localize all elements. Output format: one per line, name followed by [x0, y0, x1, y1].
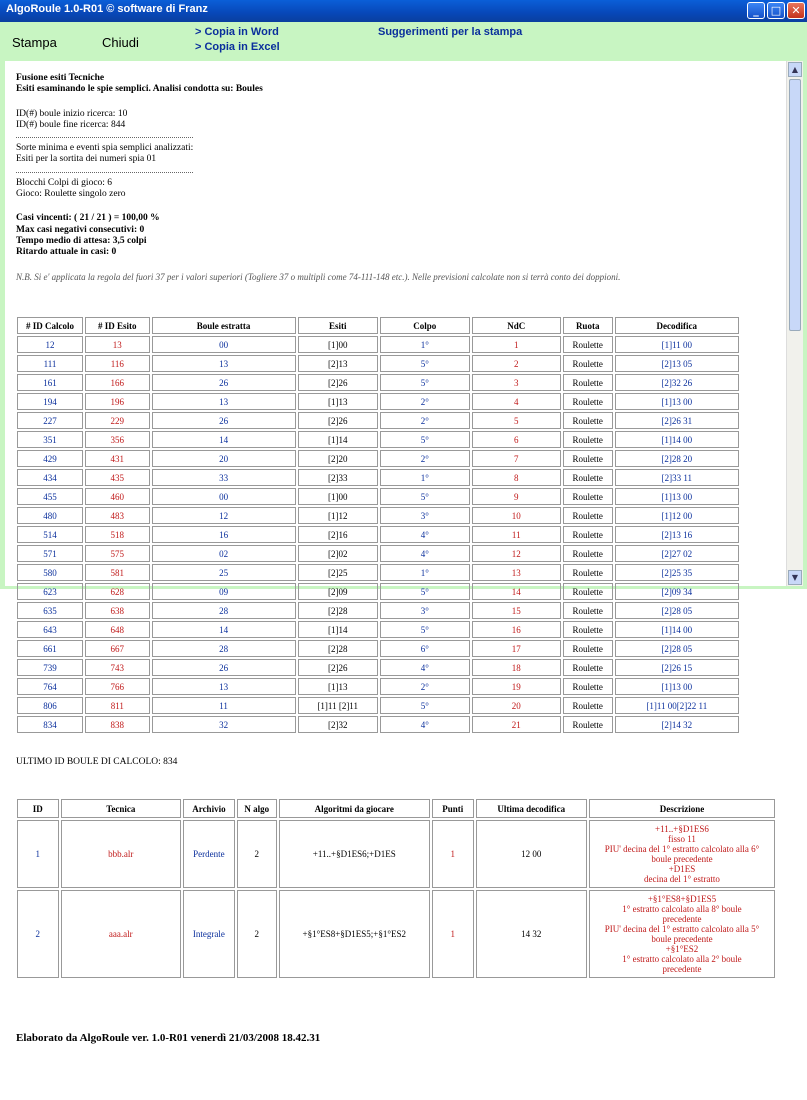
descrizione-line: boule precedente: [651, 854, 713, 864]
vertical-scrollbar[interactable]: [786, 61, 803, 586]
maximize-button[interactable]: □: [767, 2, 785, 19]
cell-ruota: Roulette: [563, 659, 613, 676]
cell-colpo: 3°: [380, 507, 470, 524]
cell-id-esito: 483: [85, 507, 150, 524]
cell-colpo: 1°: [380, 564, 470, 581]
cell-id-calcolo: 194: [17, 393, 83, 410]
cell-decodifica: [1]14 00: [615, 621, 739, 638]
header-esiti: Esiti: [298, 317, 378, 334]
header-archivio: Archivio: [183, 799, 235, 818]
table-row: [17, 716, 739, 733]
cell-ruota: Roulette: [563, 583, 613, 600]
cell-decodifica: [2]33 11: [615, 469, 739, 486]
cell-esiti: [1]00: [298, 488, 378, 505]
gioco-text: Gioco: Roulette singolo zero: [16, 189, 126, 199]
cell-boule-estratta: 26: [152, 412, 296, 429]
cell-ndc: 4: [472, 393, 561, 410]
cell-colpo: 5°: [380, 621, 470, 638]
cell-ruota: Roulette: [563, 393, 613, 410]
scroll-up-icon[interactable]: ▲: [788, 62, 802, 77]
table-row: [17, 621, 739, 638]
table-row: [17, 678, 739, 695]
cell-boule-estratta: 09: [152, 583, 296, 600]
table-row: [17, 640, 739, 657]
cell-ruota: Roulette: [563, 469, 613, 486]
cell-decodifica: [1]13 00: [615, 488, 739, 505]
cell-boule-estratta: 25: [152, 564, 296, 581]
table-row: [17, 393, 739, 410]
cell-id-calcolo: 12: [17, 336, 83, 353]
esiti-sortita-text: Esiti per la sortita dei numeri spia 01: [16, 154, 157, 164]
header-descrizione: Descrizione: [589, 799, 775, 818]
cell-ruota: Roulette: [563, 526, 613, 543]
cell-boule-estratta: 33: [152, 469, 296, 486]
cell-esiti: [1]00: [298, 336, 378, 353]
cell-id-calcolo: 635: [17, 602, 83, 619]
descrizione-line: fisso 11: [668, 834, 696, 844]
cell-decodifica: [2]26 15: [615, 659, 739, 676]
cell-id: 2: [17, 890, 59, 978]
cell-decodifica: [2]25 35: [615, 564, 739, 581]
close-button[interactable]: ✕: [787, 2, 805, 19]
cell-id-calcolo: 623: [17, 583, 83, 600]
cell-esiti: [2]13: [298, 355, 378, 372]
cell-esiti: [2]02: [298, 545, 378, 562]
cell-colpo: 2°: [380, 678, 470, 695]
cell-punti: 1: [432, 890, 474, 978]
cell-colpo: 1°: [380, 336, 470, 353]
cell-boule-estratta: 13: [152, 678, 296, 695]
header-id: ID: [17, 799, 59, 818]
minimize-button[interactable]: _: [747, 2, 765, 19]
window-title: AlgoRoule 1.0-R01 © software di Franz: [6, 3, 208, 15]
footer-text: Elaborato da AlgoRoule ver. 1.0-R01 venerdì 21/03/2008 18.42.31: [16, 1032, 321, 1044]
cell-ndc: 5: [472, 412, 561, 429]
cell-boule-estratta: 13: [152, 393, 296, 410]
header-ruota: Ruota: [563, 317, 613, 334]
cell-ruota: Roulette: [563, 545, 613, 562]
table-row: [17, 545, 739, 562]
cell-ndc: 21: [472, 716, 561, 733]
tempo-medio: Tempo medio di attesa: 3,5 colpi: [16, 236, 147, 246]
copia-excel-link[interactable]: > Copia in Excel: [195, 41, 280, 53]
descrizione-line: PIU' decina del 1° estratto calcolato alla 5°: [604, 924, 760, 934]
cell-id-calcolo: 834: [17, 716, 83, 733]
cell-id-esito: 811: [85, 697, 150, 714]
cell-boule-estratta: 26: [152, 659, 296, 676]
tech-header-row: [17, 799, 775, 818]
descrizione-line: +11..+§D1ES6: [655, 824, 709, 834]
cell-decodifica: [1]11 00: [615, 336, 739, 353]
id-fine: ID(#) boule fine ricerca: 844: [16, 120, 126, 130]
cell-id-esito: 435: [85, 469, 150, 486]
cell-ndc: 10: [472, 507, 561, 524]
cell-decodifica: [2]13 16: [615, 526, 739, 543]
cell-archivio: Perdente: [183, 820, 235, 888]
cell-esiti: [2]26: [298, 374, 378, 391]
cell-id-esito: 166: [85, 374, 150, 391]
cell-boule-estratta: 26: [152, 374, 296, 391]
cell-id-calcolo: 643: [17, 621, 83, 638]
cell-ndc: 13: [472, 564, 561, 581]
cell-algoritmi: +§1°ES8+§D1ES5;+§1°ES2: [279, 890, 430, 978]
cell-decodifica: [2]28 20: [615, 450, 739, 467]
sorte-text: Sorte minima e eventi spia semplici analizzati:: [16, 143, 194, 153]
descrizione-line: decina del 1° estratto: [644, 874, 720, 884]
cell-ruota: Roulette: [563, 374, 613, 391]
cell-ndc: 9: [472, 488, 561, 505]
cell-ndc: 15: [472, 602, 561, 619]
table-row: [17, 820, 775, 888]
descrizione-line: 1° estratto calcolato alla 2° boule: [622, 954, 742, 964]
cell-colpo: 1°: [380, 469, 470, 486]
cell-ndc: 14: [472, 583, 561, 600]
separator: [16, 137, 193, 138]
table-row: [17, 659, 739, 676]
cell-decodifica: [1]14 00: [615, 431, 739, 448]
cell-ruota: Roulette: [563, 431, 613, 448]
cell-colpo: 5°: [380, 374, 470, 391]
cell-descrizione: [589, 890, 775, 978]
cell-ndc: 7: [472, 450, 561, 467]
cell-esiti: [2]28: [298, 602, 378, 619]
scroll-thumb[interactable]: [789, 79, 801, 331]
cell-colpo: 6°: [380, 640, 470, 657]
cell-id-esito: 648: [85, 621, 150, 638]
ultimo-id-text: ULTIMO ID BOULE DI CALCOLO: 834: [16, 757, 178, 767]
cell-ruota: Roulette: [563, 412, 613, 429]
blocchi-text: Blocchi Colpi di gioco: 6: [16, 178, 113, 188]
tech-table: [15, 797, 777, 980]
report-subheading: Esiti esaminando le spie semplici. Analisi condotta su: Boules: [16, 84, 263, 94]
cell-boule-estratta: 32: [152, 716, 296, 733]
report-heading: Fusione esiti Tecniche: [16, 73, 105, 83]
cell-ndc: 8: [472, 469, 561, 486]
header-n-algo: N algo: [237, 799, 277, 818]
cell-ruota: Roulette: [563, 640, 613, 657]
cell-ruota: Roulette: [563, 716, 613, 733]
descrizione-line: precedente: [662, 964, 702, 974]
cell-ruota: Roulette: [563, 697, 613, 714]
cell-id-calcolo: 661: [17, 640, 83, 657]
cell-ruota: Roulette: [563, 355, 613, 372]
cell-decodifica: [2]14 32: [615, 716, 739, 733]
cell-id-esito: 116: [85, 355, 150, 372]
table-row: [17, 890, 775, 978]
cell-id-calcolo: 434: [17, 469, 83, 486]
cell-esiti: [1]14: [298, 621, 378, 638]
cell-ndc: 2: [472, 355, 561, 372]
cell-id-esito: 667: [85, 640, 150, 657]
cell-n-algo: 2: [237, 820, 277, 888]
cell-esiti: [1]11 [2]11: [298, 697, 378, 714]
cell-esiti: [2]32: [298, 716, 378, 733]
cell-colpo: 5°: [380, 697, 470, 714]
table-row: [17, 507, 739, 524]
cell-id-esito: 575: [85, 545, 150, 562]
table-row: [17, 374, 739, 391]
cell-n-algo: 2: [237, 890, 277, 978]
cell-esiti: [1]13: [298, 678, 378, 695]
cell-ruota: Roulette: [563, 678, 613, 695]
cell-esiti: [2]20: [298, 450, 378, 467]
cell-id-calcolo: 571: [17, 545, 83, 562]
cell-colpo: 5°: [380, 355, 470, 372]
menu-bar: [0, 22, 807, 61]
cell-colpo: 2°: [380, 412, 470, 429]
cell-boule-estratta: 00: [152, 336, 296, 353]
header-punti: Punti: [432, 799, 474, 818]
cell-boule-estratta: 00: [152, 488, 296, 505]
cell-colpo: 2°: [380, 393, 470, 410]
cell-colpo: 4°: [380, 716, 470, 733]
ritardo: Ritardo attuale in casi: 0: [16, 247, 117, 257]
cell-decodifica: [1]11 00[2]22 11: [615, 697, 739, 714]
copia-word-link[interactable]: > Copia in Word: [195, 26, 279, 38]
table-row: [17, 697, 739, 714]
cell-id-calcolo: 351: [17, 431, 83, 448]
table-row: [17, 602, 739, 619]
cell-decodifica: [2]13 05: [615, 355, 739, 372]
cell-archivio: Integrale: [183, 890, 235, 978]
cell-id-calcolo: 739: [17, 659, 83, 676]
cell-colpo: 5°: [380, 488, 470, 505]
header-decodifica: Decodifica: [615, 317, 739, 334]
cell-ndc: 12: [472, 545, 561, 562]
cell-id-esito: 460: [85, 488, 150, 505]
cell-id-calcolo: 429: [17, 450, 83, 467]
descrizione-line: PIU' decina del 1° estratto calcolato alla 6°: [604, 844, 760, 854]
table-row: [17, 431, 739, 448]
cell-id-calcolo: 580: [17, 564, 83, 581]
header-id-esito: # ID Esito: [85, 317, 150, 334]
cell-boule-estratta: 28: [152, 602, 296, 619]
cell-ndc: 16: [472, 621, 561, 638]
separator: [16, 172, 193, 173]
cell-boule-estratta: 11: [152, 697, 296, 714]
cell-esiti: [2]33: [298, 469, 378, 486]
cell-colpo: 4°: [380, 659, 470, 676]
cell-decodifica: [2]27 02: [615, 545, 739, 562]
cell-boule-estratta: 20: [152, 450, 296, 467]
cell-id: 1: [17, 820, 59, 888]
scroll-down-icon[interactable]: ▼: [788, 570, 802, 585]
cell-decodifica: [1]13 00: [615, 393, 739, 410]
cell-decodifica: [2]28 05: [615, 602, 739, 619]
table-row: [17, 336, 739, 353]
descrizione-line: +§1°ES8+§D1ES5: [647, 894, 717, 904]
cell-esiti: [1]12: [298, 507, 378, 524]
cell-boule-estratta: 13: [152, 355, 296, 372]
results-table: [15, 315, 741, 735]
cell-esiti: [2]28: [298, 640, 378, 657]
cell-id-calcolo: 227: [17, 412, 83, 429]
cell-boule-estratta: 02: [152, 545, 296, 562]
cell-colpo: 4°: [380, 545, 470, 562]
cell-algoritmi: +11..+§D1ES6;+D1ES: [279, 820, 430, 888]
descrizione-line: +D1ES: [668, 864, 696, 874]
cell-id-esito: 13: [85, 336, 150, 353]
descrizione-line: +§1°ES2: [665, 944, 699, 954]
cell-boule-estratta: 12: [152, 507, 296, 524]
cell-id-calcolo: 111: [17, 355, 83, 372]
table-row: [17, 564, 739, 581]
descrizione-line: 1° estratto calcolato alla 8° boule: [622, 904, 742, 914]
header-ultima-decodifica: Ultima decodifica: [476, 799, 587, 818]
header-tecnica: Tecnica: [61, 799, 181, 818]
cell-boule-estratta: 14: [152, 431, 296, 448]
cell-id-calcolo: 161: [17, 374, 83, 391]
cell-ruota: Roulette: [563, 564, 613, 581]
cell-id-esito: 581: [85, 564, 150, 581]
cell-ndc: 20: [472, 697, 561, 714]
cell-esiti: [1]14: [298, 431, 378, 448]
cell-esiti: [1]13: [298, 393, 378, 410]
table-row: [17, 583, 739, 600]
cell-esiti: [2]26: [298, 412, 378, 429]
cell-colpo: 3°: [380, 602, 470, 619]
cell-id-calcolo: 514: [17, 526, 83, 543]
cell-boule-estratta: 14: [152, 621, 296, 638]
cell-ndc: 11: [472, 526, 561, 543]
cell-decodifica: [1]13 00: [615, 678, 739, 695]
cell-esiti: [2]26: [298, 659, 378, 676]
cell-colpo: 5°: [380, 583, 470, 600]
cell-esiti: [2]09: [298, 583, 378, 600]
cell-punti: 1: [432, 820, 474, 888]
cell-ultima-decodifica: 12 00: [476, 820, 587, 888]
stampa-menu[interactable]: Stampa: [12, 35, 57, 50]
cell-decodifica: [2]26 31: [615, 412, 739, 429]
header-colpo: Colpo: [380, 317, 470, 334]
cell-id-calcolo: 806: [17, 697, 83, 714]
suggerimenti-link[interactable]: Suggerimenti per la stampa: [378, 26, 523, 38]
cell-boule-estratta: 16: [152, 526, 296, 543]
table-row: [17, 488, 739, 505]
cell-ndc: 17: [472, 640, 561, 657]
cell-ruota: Roulette: [563, 621, 613, 638]
cell-id-esito: 196: [85, 393, 150, 410]
cell-esiti: [2]25: [298, 564, 378, 581]
note-text: N.B. Si e' applicata la regola del fuori 37 per i valori superiori (Togliere 37 o multipli come 74-111-148 etc.). Nelle previsioni calcolate non si terrà conto dei doppioni.: [16, 272, 621, 282]
cell-id-calcolo: 764: [17, 678, 83, 695]
cell-colpo: 2°: [380, 450, 470, 467]
table-row: [17, 355, 739, 372]
cell-ruota: Roulette: [563, 336, 613, 353]
table-row: [17, 526, 739, 543]
table-row: [17, 450, 739, 467]
cell-decodifica: [2]28 05: [615, 640, 739, 657]
cell-ndc: 1: [472, 336, 561, 353]
cell-id-esito: 628: [85, 583, 150, 600]
cell-id-esito: 638: [85, 602, 150, 619]
cell-ruota: Roulette: [563, 602, 613, 619]
cell-ndc: 19: [472, 678, 561, 695]
table-row: [17, 412, 739, 429]
cell-id-esito: 356: [85, 431, 150, 448]
header-ndc: NdC: [472, 317, 561, 334]
cell-id-esito: 766: [85, 678, 150, 695]
id-inizio: ID(#) boule inizio ricerca: 10: [16, 109, 128, 119]
chiudi-menu[interactable]: Chiudi: [102, 35, 139, 50]
table-row: [17, 469, 739, 486]
descrizione-line: boule precedente: [651, 934, 713, 944]
cell-id-calcolo: 480: [17, 507, 83, 524]
cell-boule-estratta: 28: [152, 640, 296, 657]
cell-tecnica: bbb.alr: [61, 820, 181, 888]
cell-id-calcolo: 455: [17, 488, 83, 505]
cell-ruota: Roulette: [563, 488, 613, 505]
cell-colpo: 4°: [380, 526, 470, 543]
cell-id-esito: 743: [85, 659, 150, 676]
title-bar: [0, 0, 807, 22]
header-boule-estratta: Boule estratta: [152, 317, 296, 334]
cell-decodifica: [2]09 34: [615, 583, 739, 600]
cell-esiti: [2]16: [298, 526, 378, 543]
cell-ndc: 3: [472, 374, 561, 391]
descrizione-line: precedente: [662, 914, 702, 924]
cell-ndc: 6: [472, 431, 561, 448]
cell-tecnica: aaa.alr: [61, 890, 181, 978]
cell-ruota: Roulette: [563, 450, 613, 467]
cell-id-esito: 838: [85, 716, 150, 733]
cell-id-esito: 518: [85, 526, 150, 543]
header-id-calcolo: # ID Calcolo: [17, 317, 83, 334]
results-header-row: [17, 317, 739, 334]
cell-colpo: 5°: [380, 431, 470, 448]
cell-id-esito: 229: [85, 412, 150, 429]
casi-vincenti: Casi vincenti: ( 21 / 21 ) = 100,00 %: [16, 213, 160, 223]
cell-id-esito: 431: [85, 450, 150, 467]
cell-ruota: Roulette: [563, 507, 613, 524]
cell-decodifica: [1]12 00: [615, 507, 739, 524]
cell-ultima-decodifica: 14 32: [476, 890, 587, 978]
cell-ndc: 18: [472, 659, 561, 676]
cell-decodifica: [2]32 26: [615, 374, 739, 391]
max-negativi: Max casi negativi consecutivi: 0: [16, 225, 145, 235]
header-algoritmi: Algoritmi da giocare: [279, 799, 430, 818]
cell-descrizione: [589, 820, 775, 888]
